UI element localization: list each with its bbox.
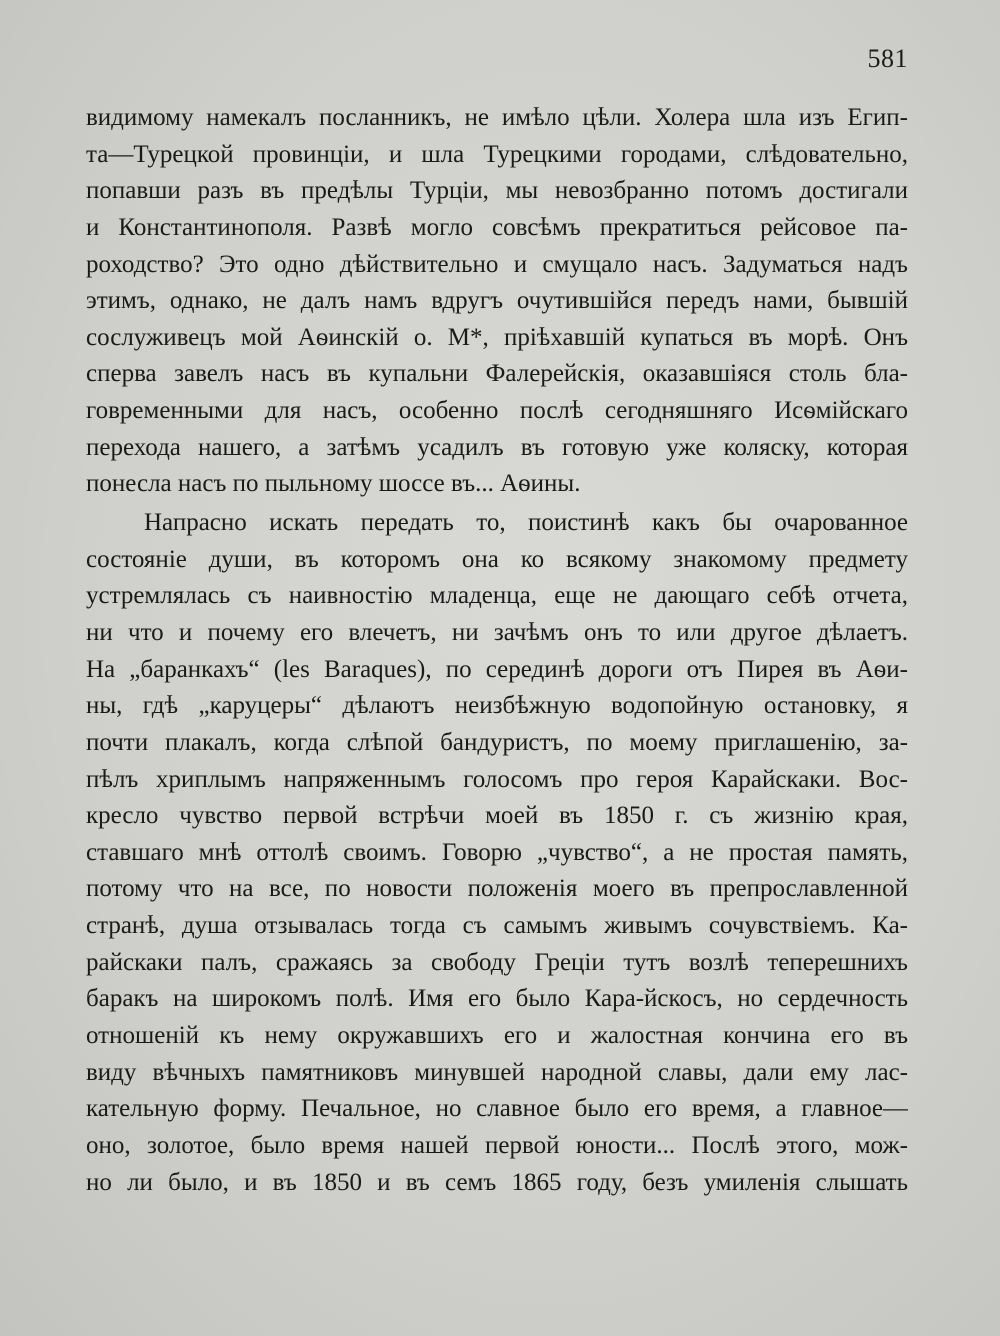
text-line: перехода нашего, а затѣмъ усадилъ въ готовую уже коляску, которая	[86, 433, 908, 461]
text-line: отношеній къ нему окружавшихъ его и жалостная кончина его въ	[86, 1022, 908, 1050]
text-line: та—Турецкой провинціи, и шла Турецкими городами, слѣдовательно,	[86, 140, 908, 168]
text-line: странѣ, душа отзывалась тогда съ самымъ живымъ сочувствіемъ. Ка-	[86, 912, 908, 940]
text-line: ни что и почему его влечетъ, ни зачѣмъ онъ то или другое дѣлаетъ.	[86, 618, 908, 646]
text-line: устремлялась съ наивностію младенца, еще не дающаго себѣ отчета,	[86, 582, 908, 610]
text-line: кресло чувство первой встрѣчи моей въ 1850 г. съ жизнію края,	[86, 802, 908, 830]
text-line: этимъ, однако, не далъ намъ вдругъ очутившійся передъ нами, бывшій	[86, 287, 908, 315]
text-line: почти плакалъ, когда слѣпой бандуристъ, по моему приглашенію, за-	[86, 728, 908, 756]
text-line: сперва завелъ насъ въ купальни Фалерейскія, оказавшіяся столь бла-	[86, 360, 908, 388]
page-body-text	[86, 100, 908, 1201]
text-line: кательную форму. Печальное, но славное было его время, а главное—	[86, 1095, 908, 1123]
text-line: сослуживецъ мой Аѳинскій о. М*, пріѣхавшій купаться въ морѣ. Онъ	[86, 323, 908, 351]
text-line: баракъ на широкомъ полѣ. Имя его было Кара-йскосъ, но сердечность	[86, 985, 908, 1013]
text-line: попавши разъ въ предѣлы Турціи, мы невозбранно потомъ достигали	[86, 177, 908, 205]
text-line: состояніе души, въ которомъ она ко всякому знакомому предмету	[86, 545, 908, 573]
text-line: потому что на все, по новости положенія моего въ препрославленной	[86, 875, 908, 903]
page-number: 581	[867, 44, 908, 73]
text-line: Напрасно искать передать то, поистинѣ какъ бы очарованное	[144, 509, 908, 537]
text-line: понесла насъ по пыльному шоссе въ... Аѳины.	[86, 470, 581, 498]
text-line: и Константинополя. Развѣ могло совсѣмъ прекратиться рейсовое па-	[86, 213, 908, 241]
text-line: видимому намекалъ посланникъ, не имѣло цѣли. Холера шла изъ Егип-	[86, 104, 908, 131]
text-line: но ли было, и въ 1850 и въ семъ 1865 году, безъ умиленія слышать	[86, 1168, 908, 1196]
text-line: ны, гдѣ „каруцеры“ дѣлаютъ неизбѣжную водопойную остановку, я	[86, 692, 908, 720]
text-line: виду вѣчныхъ памятниковъ минувшей народной славы, дали ему лас-	[86, 1058, 908, 1086]
text-line: роходство? Это одно дѣйствительно и смущало насъ. Задуматься надъ	[86, 250, 908, 278]
text-line: райскаки палъ, сражаясь за свободу Греціи тутъ возлѣ теперешнихъ	[86, 948, 908, 976]
text-line: ставшаго мнѣ оттолѣ своимъ. Говорю „чувство“, а не простая память,	[86, 838, 908, 866]
paragraph-2	[86, 505, 908, 1201]
text-line: оно, золотое, было время нашей первой юности... Послѣ этого, мож-	[86, 1131, 908, 1159]
text-line: На „баранкахъ“ (les Baraques), по серединѣ дороги отъ Пирея въ Аѳи-	[86, 655, 908, 683]
text-line: говременными для насъ, особенно послѣ сегодняшняго Исѳмійскаго	[86, 397, 908, 425]
paragraph-1	[86, 100, 908, 503]
text-line: пѣлъ хриплымъ напряженнымъ голосомъ про героя Карайскаки. Вос-	[86, 765, 908, 793]
